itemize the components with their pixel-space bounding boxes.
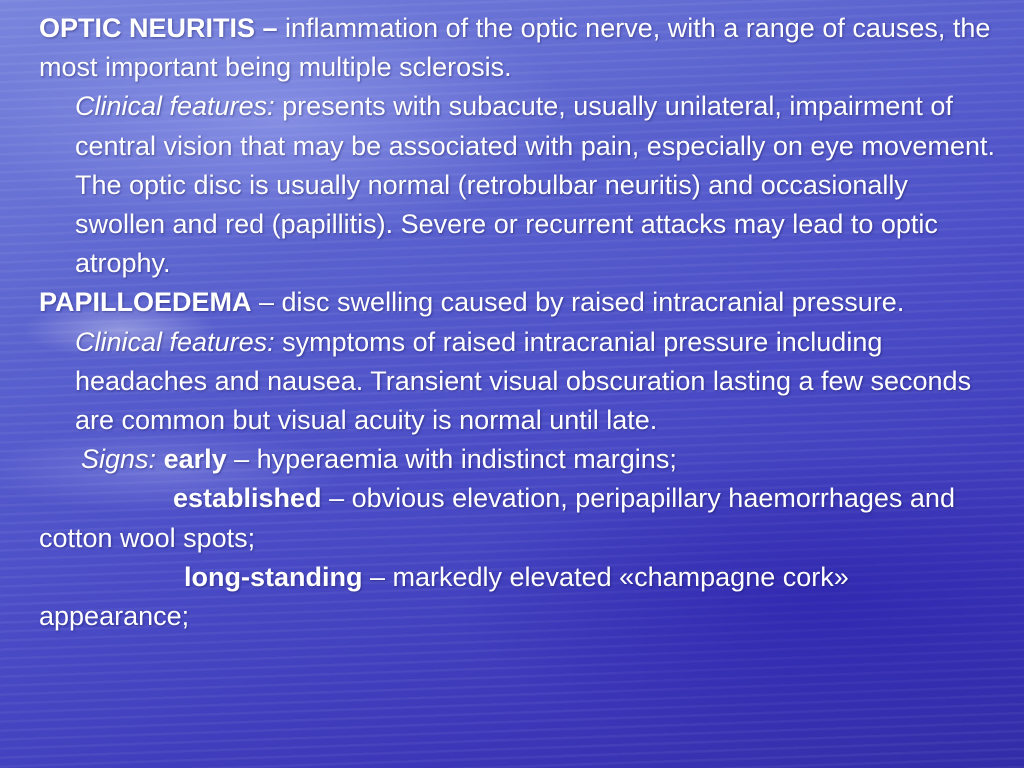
long-standing-indent bbox=[39, 562, 184, 592]
optic-neuritis-definition bbox=[39, 9, 999, 87]
signs-early bbox=[39, 440, 999, 479]
slide-body bbox=[39, 9, 999, 636]
clinical-features-label: Clinical features: bbox=[75, 91, 275, 122]
signs-long-standing bbox=[39, 558, 999, 636]
papilloedema-clinical-features bbox=[39, 323, 999, 441]
long-standing-text: – markedly elevated «champagne cork» appearance; bbox=[39, 561, 849, 632]
signs-label: Signs: bbox=[81, 444, 157, 475]
optic-neuritis-clinical-features bbox=[39, 87, 999, 283]
clinical-features-label: Clinical features: bbox=[75, 326, 275, 357]
established-text: – obvious elevation, peripapillary haemorrhages and cotton wool spots; bbox=[39, 483, 955, 553]
established-indent bbox=[39, 483, 173, 513]
established-label: established bbox=[173, 483, 322, 514]
optic-neuritis-definition-text: inflammation of the optic nerve, with a range of causes, the most important being multiple sclerosis. bbox=[39, 13, 991, 83]
papilloedema-definition bbox=[39, 283, 999, 322]
early-text: – hyperaemia with indistinct margins; bbox=[226, 444, 677, 475]
papilloedema-clinical-text: symptoms of raised intracranial pressure including headaches and nausea. Transient visual obscuration lasting a few seconds are common but visual acuity is normal until late. bbox=[75, 326, 972, 436]
optic-neuritis-heading: OPTIC NEURITIS – bbox=[39, 13, 278, 43]
papilloedema-heading: PAPILLOEDEMA bbox=[39, 287, 252, 318]
papilloedema-definition-text: – disc swelling caused by raised intracranial pressure. bbox=[251, 287, 905, 318]
signs-established bbox=[39, 479, 999, 557]
optic-neuritis-clinical-text: presents with subacute, usually unilateral, impairment of central vision that may be associated with pain, especially on eye movement. The optic disc is usually normal (retrobulbar neuritis) and occasionally swollen and red (papillitis). Severe or recurrent attacks may lead to optic atrophy. bbox=[75, 91, 995, 279]
early-label: early bbox=[163, 444, 227, 475]
long-standing-label: long-standing bbox=[184, 561, 363, 592]
